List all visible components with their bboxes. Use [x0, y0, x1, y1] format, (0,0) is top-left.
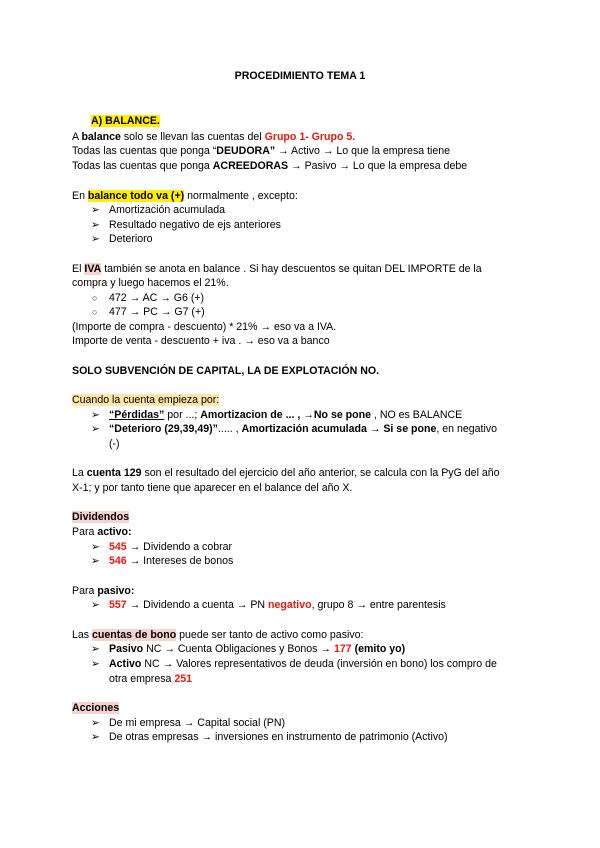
subvencion-note: SOLO SUBVENCIÓN DE CAPITAL, LA DE EXPLOTACIÓN NO.	[72, 365, 380, 377]
list-item: Pasivo NC → Cuenta Obligaciones y Bonos → 177 (emito yo)	[109, 643, 406, 655]
acciones-heading: Acciones	[72, 702, 120, 714]
dividendos-pasivo-lead: Para pasivo:	[72, 585, 135, 597]
iva-line-1: El IVA también se anota en balance . Si hay descuentos se quitan DEL IMPORTE de la	[72, 263, 482, 275]
arrow-bullet-icon: ➢	[91, 658, 100, 670]
list-item: “Deterioro (29,39,49)”..... , Amortización acumulada → Si se pone, en negativo	[109, 423, 498, 435]
bonos-lead: Las cuentas de bono puede ser tanto de activo como pasivo:	[72, 629, 364, 641]
list-item: 477 → PC → G7 (+)	[109, 306, 205, 318]
list-item: 545 → Dividendo a cobrar	[109, 541, 233, 553]
list-item: 472 → AC → G6 (+)	[109, 292, 205, 304]
list-item: “Pérdidas” por ...; Amortizacion de ... , →No se pone , NO es BALANCE	[109, 409, 463, 421]
arrow-bullet-icon: ➢	[91, 423, 100, 435]
arrow-bullet-icon: ➢	[91, 409, 100, 421]
list-item: Resultado negativo de ejs anteriores	[109, 219, 281, 231]
arrow-bullet-icon: ➢	[91, 204, 100, 216]
list-item: De otras empresas → inversiones en instrumento de patrimonio (Activo)	[109, 731, 448, 743]
circle-bullet-icon: ○	[92, 293, 98, 303]
dividendos-heading: Dividendos	[72, 511, 130, 523]
circle-bullet-icon: ○	[92, 307, 98, 317]
cuenta-129-line-2: X-1; y por tanto tiene que aparecer en el balance del año X.	[72, 482, 353, 494]
arrow-bullet-icon: ➢	[91, 717, 100, 729]
list-item: De mi empresa → Capital social (PN)	[109, 717, 286, 729]
balance-plus-lead: En balance todo va (+) normalmente , excepto:	[72, 190, 298, 202]
acreedoras-line: Todas las cuentas que ponga ACREEDORAS → Pasivo → Lo que la empresa debe	[72, 160, 468, 172]
arrow-bullet-icon: ➢	[91, 555, 100, 567]
page-title: PROCEDIMIENTO TEMA 1	[234, 70, 366, 82]
iva-line-2: compra y luego hacemos el 21%.	[72, 277, 229, 289]
arrow-bullet-icon: ➢	[91, 233, 100, 245]
list-item-continuation: (-)	[109, 438, 120, 450]
cuenta-129-line-1: La cuenta 129 son el resultado del ejercicio del año anterior, se calcula con la PyG del año	[72, 467, 500, 479]
iva-line-3: (Importe de compra - descuento) * 21% → eso va a IVA.	[72, 321, 337, 333]
list-item-continuation: otra empresa 251	[109, 673, 193, 685]
section-a-heading: A) BALANCE.	[91, 115, 160, 127]
arrow-bullet-icon: ➢	[91, 731, 100, 743]
list-item: Amortización acumulada	[109, 204, 225, 216]
iva-line-4: Importe de venta - descuento + iva . → eso va a banco	[72, 335, 330, 347]
arrow-bullet-icon: ➢	[91, 643, 100, 655]
cuenta-lead: Cuando la cuenta empieza por:	[72, 394, 220, 406]
arrow-bullet-icon: ➢	[91, 599, 100, 611]
list-item: Activo NC → Valores representativos de deuda (inversión en bono) los compro de	[109, 658, 497, 670]
dividendos-activo-lead: Para activo:	[72, 526, 132, 538]
list-item: 557 → Dividendo a cuenta → PN negativo, grupo 8 → entre parentesis	[109, 599, 446, 611]
arrow-bullet-icon: ➢	[91, 541, 100, 553]
list-item: Deterioro	[109, 233, 153, 245]
list-item: 546 → Intereses de bonos	[109, 555, 234, 567]
arrow-bullet-icon: ➢	[91, 219, 100, 231]
balance-intro-line: A balance solo se llevan las cuentas del Grupo 1- Grupo 5.	[72, 131, 356, 143]
deudora-line: Todas las cuentas que ponga “DEUDORA” → Activo → Lo que la empresa tiene	[72, 145, 451, 157]
